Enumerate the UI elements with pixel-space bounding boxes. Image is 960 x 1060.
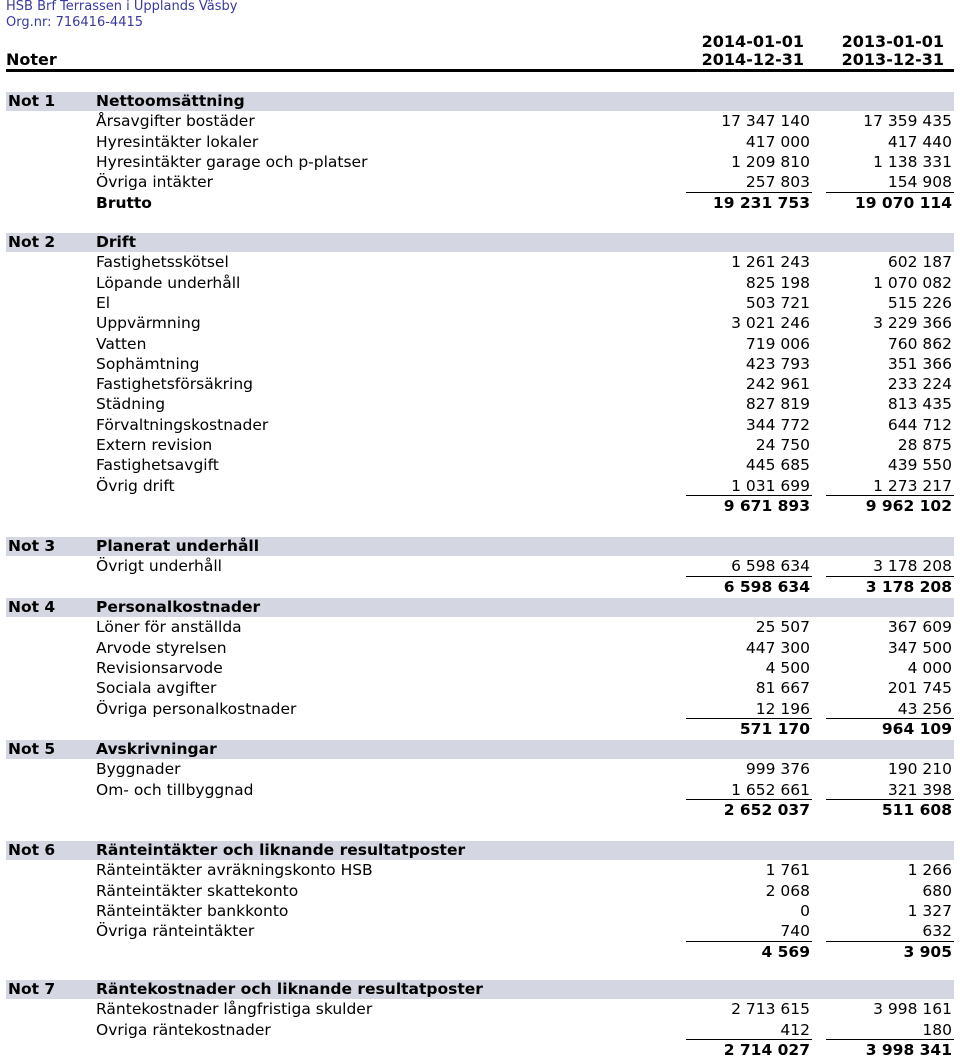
line-item-value-2014: 81 667 [755,679,810,698]
line-item-value-2014: 6 598 634 [731,557,810,576]
org-number: Org.nr: 716416-4415 [6,15,144,30]
line-item-value-2014: 719 006 [745,334,810,353]
line-item-value-2013: 154 908 [887,173,952,192]
line-item-value-2014: 24 750 [755,436,810,454]
line-item-value-2013: 28 875 [897,436,952,454]
line-item-value-2014: 242 961 [745,375,810,394]
line-item-value-2014: 825 198 [745,273,810,292]
line-item-value-2013: 4 000 [907,658,952,677]
line-item-label: Ränteintäkter skattekonto [96,881,299,900]
line-item-label: Ränteintäkter bankkonto [96,901,289,920]
note-header-band [6,233,954,252]
line-item-label: Sociala avgifter [96,679,217,698]
line-item-value-2013: 1 138 331 [873,152,952,171]
line-item-label: Årsavgifter bostäder [96,112,255,131]
note-number: Not 3 [8,537,56,555]
line-item-label: Övrigt underhåll [96,557,222,576]
total-value-2014: 9 671 893 [723,496,810,515]
line-item-value-2014: 2 068 [765,881,810,900]
total-value-2013: 3 178 208 [865,577,952,596]
line-item-value-2013: 417 440 [887,132,952,151]
line-item-value-2014: 1 261 243 [731,253,810,272]
line-item-label: Löner för anställda [96,618,242,637]
line-item-value-2014: 344 772 [745,415,810,434]
total-value-2014: 19 231 753 [712,193,810,212]
total-value-2013: 19 070 114 [854,193,952,212]
line-item-value-2013: 17 359 435 [863,112,952,131]
line-item-value-2013: 1 273 217 [873,476,952,495]
line-item-value-2013: 760 862 [887,334,952,353]
note-number: Not 4 [8,598,56,616]
line-item-value-2013: 190 210 [887,760,952,779]
col1-to-date: 2014-12-31 [701,50,804,69]
line-item-label: Övriga intäkter [96,173,213,192]
org-name: HSB Brf Terrassen i Upplands Väsby [6,0,238,14]
note-title: Räntekostnader och liknande resultatposter [96,980,483,998]
note-title: Ränteintäkter och liknande resultatposter [96,841,466,859]
note-number: Not 6 [8,841,56,859]
line-item-value-2014: 740 [780,922,810,941]
line-item-value-2013: 347 500 [887,638,952,657]
line-item-label: Hyresintäkter garage och p-platser [96,152,368,171]
line-item-value-2013: 3 998 161 [873,1000,952,1019]
total-value-2013: 9 962 102 [865,496,952,515]
line-item-value-2014: 827 819 [745,395,810,414]
line-item-value-2014: 1 031 699 [731,476,810,495]
note-number: Not 7 [8,980,56,998]
line-item-value-2014: 447 300 [745,638,810,657]
line-item-value-2013: 367 609 [887,618,952,637]
total-value-2013: 3 905 [903,942,952,961]
note-title: Personalkostnader [96,598,261,616]
line-item-value-2013: 3 229 366 [873,314,952,333]
line-item-label: Vatten [96,334,147,353]
note-number: Not 5 [8,740,56,758]
line-item-value-2013: 1 070 082 [873,273,952,292]
line-item-value-2014: 423 793 [745,354,810,373]
line-item-value-2013: 602 187 [887,253,952,272]
line-item-value-2014: 3 021 246 [731,314,810,333]
note-title: Nettoomsättning [96,92,245,110]
line-item-label: Räntekostnader långfristiga skulder [96,1000,373,1019]
line-item-value-2014: 2 713 615 [731,1000,810,1019]
line-item-value-2014: 1 209 810 [731,152,810,171]
line-item-label: Löpande underhåll [96,273,241,292]
line-item-value-2014: 257 803 [745,173,810,192]
note-title: Planerat underhåll [96,537,260,555]
line-item-value-2013: 180 [922,1020,952,1039]
line-item-value-2013: 3 178 208 [873,557,952,576]
total-value-2014: 2 714 027 [723,1040,810,1059]
line-item-value-2014: 12 196 [755,699,810,718]
total-value-2014: 2 652 037 [723,800,810,819]
line-item-label: Ränteintäkter avräkningskonto HSB [96,861,373,880]
line-item-label: Fastighetsavgift [96,456,219,475]
line-item-value-2014: 1 652 661 [731,780,810,799]
line-item-value-2013: 644 712 [887,415,952,434]
note-number: Not 2 [8,233,56,251]
line-item-label: Förvaltningskostnader [96,415,269,434]
col2-to-date: 2013-12-31 [841,50,944,69]
line-item-label: Övriga personalkostnader [96,699,297,718]
line-item-label: Extern revision [96,436,213,454]
line-item-label: El [96,293,111,312]
total-value-2013: 964 109 [881,719,952,738]
line-item-value-2013: 515 226 [887,293,952,312]
line-item-value-2014: 0 [800,901,810,920]
line-item-label: Övrig drift [96,476,175,495]
header-rule [6,69,954,72]
line-item-value-2014: 17 347 140 [721,112,810,131]
col2-from-date: 2013-01-01 [841,32,944,51]
line-item-value-2013: 813 435 [887,395,952,414]
line-item-label: Sophämtning [96,354,200,373]
line-item-value-2013: 1 327 [907,901,952,920]
total-value-2014: 4 569 [761,942,810,961]
line-item-value-2013: 680 [922,881,952,900]
line-item-value-2014: 417 000 [745,132,810,151]
note-title: Avskrivningar [96,740,217,758]
line-item-label: Byggnader [96,760,181,779]
line-item-label: Städning [96,395,166,414]
line-item-value-2013: 43 256 [897,699,952,718]
line-item-label: Fastighetsförsäkring [96,375,254,394]
line-item-label: Övriga ränteintäkter [96,922,255,941]
line-item-value-2013: 439 550 [887,456,952,475]
line-item-value-2014: 999 376 [745,760,810,779]
line-item-value-2014: 445 685 [745,456,810,475]
line-item-label: Arvode styrelsen [96,638,227,657]
note-title: Drift [96,233,136,251]
total-label: Brutto [96,193,152,212]
line-item-label: Fastighetsskötsel [96,253,229,272]
line-item-value-2013: 632 [922,922,952,941]
line-item-value-2013: 351 366 [887,354,952,373]
line-item-value-2013: 321 398 [887,780,952,799]
line-item-label: Uppvärmning [96,314,201,333]
line-item-label: Revisionsarvode [96,658,223,677]
total-value-2013: 511 608 [881,800,952,819]
line-item-value-2013: 1 266 [907,861,952,880]
col1-from-date: 2014-01-01 [701,32,804,51]
line-item-value-2014: 503 721 [745,293,810,312]
noter-heading: Noter [6,50,57,69]
line-item-value-2014: 4 500 [765,658,810,677]
note-number: Not 1 [8,92,56,110]
line-item-label: Ovriga räntekostnader [96,1020,271,1039]
line-item-value-2014: 412 [780,1020,810,1039]
total-value-2014: 571 170 [739,719,810,738]
line-item-value-2013: 201 745 [887,679,952,698]
line-item-label: Hyresintäkter lokaler [96,132,259,151]
total-value-2013: 3 998 341 [865,1040,952,1059]
line-item-label: Om- och tillbyggnad [96,780,254,799]
line-item-value-2014: 25 507 [755,618,810,637]
line-item-value-2013: 233 224 [887,375,952,394]
line-item-value-2014: 1 761 [765,861,810,880]
total-value-2014: 6 598 634 [723,577,810,596]
